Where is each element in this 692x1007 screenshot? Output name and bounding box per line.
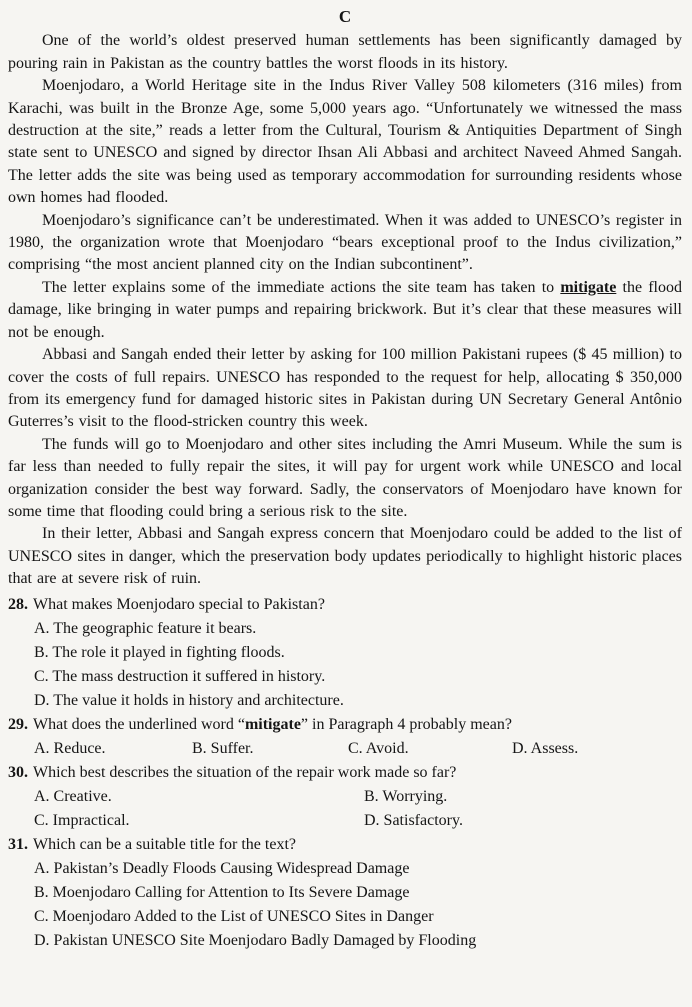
question-31 [8, 833, 682, 953]
question-30-number: 30. [8, 763, 28, 781]
question-30-head [8, 761, 682, 785]
question-31-head [8, 833, 682, 857]
paragraph-1: One of the world’s oldest preserved human settlements has been significantly damaged by pouring rain in Pakistan as the country battles the worst floods in its history. [8, 32, 682, 72]
question-28-number: 28. [8, 595, 28, 613]
question-30-stem: Which best describes the situation of the repair work made so far? [33, 763, 457, 781]
paragraph-2: Moenjodaro, a World Heritage site in the Indus River Valley 508 kilometers (316 miles) from Karachi, was built in the Bronze Age, some 5,000 years ago. “Unfortunately we witnessed the mass destruction at the site,” reads a letter from the Cultural, Tourism & Antiquities Department of Singh state sent to UNESCO and signed by director Ihsan Ali Abbasi and architect Naveed Ahmed Sangah. The letter adds the site was being used as temporary accommodation for surrounding residents whose own homes had flooded. [8, 77, 682, 207]
question-28 [8, 593, 682, 713]
paragraph-6: The funds will go to Moenjodaro and other sites including the Amri Museum. While the sum is far less than needed to fully repair the sites, it will pay for urgent work while UNESCO and local organization consider the best way forward. Sadly, the conservators of Moenjodaro have known for some time that flooding could bring a serious risk to the site. [8, 435, 682, 520]
paragraph-3: Moenjodaro’s significance can’t be underestimated. When it was added to UNESCO’s register in 1980, the organization wrote that Moenjodaro “bears exceptional proof to the Indus civilization,” comprising “the most ancient planned city on the Indian subcontinent”. [8, 211, 682, 274]
question-28-option-a: A. The geographic feature it bears. [34, 619, 257, 637]
question-30-option-c: C. Impractical. [34, 811, 130, 829]
paragraph-7: In their letter, Abbasi and Sangah express concern that Moenjodaro could be added to the list of UNESCO sites in danger, which the preservation body updates periodically to highlight historic places that are at severe risk of ruin. [8, 525, 682, 588]
question-31-option-a: A. Pakistan’s Deadly Floods Causing Widespread Damage [34, 859, 410, 877]
question-29-option-c: C. Avoid. [348, 739, 409, 757]
section-label: C [338, 7, 352, 26]
question-31-option-c: C. Moenjodaro Added to the List of UNESCO Sites in Danger [34, 907, 434, 925]
question-30-options [8, 785, 682, 833]
questions-section [8, 593, 682, 953]
question-29-stem-after: ” in Paragraph 4 probably mean? [300, 715, 512, 733]
question-29-options [8, 737, 682, 761]
question-28-stem: What makes Moenjodaro special to Pakistan? [33, 595, 325, 613]
question-31-option-b: B. Moenjodaro Calling for Attention to Its Severe Damage [34, 883, 410, 901]
question-28-option-b: B. The role it played in fighting floods. [34, 643, 285, 661]
question-28-option-c: C. The mass destruction it suffered in history. [34, 667, 326, 685]
question-28-options [8, 617, 682, 713]
question-29-option-a: A. Reduce. [34, 739, 106, 757]
paragraph-4 [8, 277, 682, 344]
question-31-stem: Which can be a suitable title for the text? [33, 835, 296, 853]
paragraph-4-after: the flood damage, like bringing in water pumps and repairing brickwork. But it’s clear that these measures will not be enough. [8, 278, 683, 341]
question-29-head [8, 713, 682, 737]
question-28-head [8, 593, 682, 617]
question-29-option-d: D. Assess. [512, 739, 579, 757]
question-29 [8, 713, 682, 761]
underlined-word-mitigate: mitigate [560, 278, 617, 296]
question-31-option-d: D. Pakistan UNESCO Site Moenjodaro Badly Damaged by Flooding [34, 931, 477, 949]
question-31-options [8, 857, 682, 953]
question-29-stem-before: What does the underlined word “ [33, 715, 245, 733]
question-31-number: 31. [8, 835, 28, 853]
question-30-option-a: A. Creative. [34, 787, 112, 805]
question-30 [8, 761, 682, 833]
question-30-option-d: D. Satisfactory. [364, 811, 463, 829]
question-29-bold-word: mitigate [244, 715, 301, 733]
paragraph-5: Abbasi and Sangah ended their letter by asking for 100 million Pakistani rupees ($ 45 million) to cover the costs of full repairs. UNESCO has responded to the request for help, allocating $ 350,000 from its emergency fund for damaged historic sites in Pakistan during UN Secretary General Antônio Guterres’s visit to the flood-stricken country this week. [8, 346, 682, 431]
question-30-option-b: B. Worrying. [364, 787, 448, 805]
paragraph-4-before: The letter explains some of the immediate actions the site team has taken to [42, 278, 561, 296]
question-29-number: 29. [8, 715, 28, 733]
question-29-option-b: B. Suffer. [192, 739, 254, 757]
question-28-option-d: D. The value it holds in history and architecture. [34, 691, 344, 709]
